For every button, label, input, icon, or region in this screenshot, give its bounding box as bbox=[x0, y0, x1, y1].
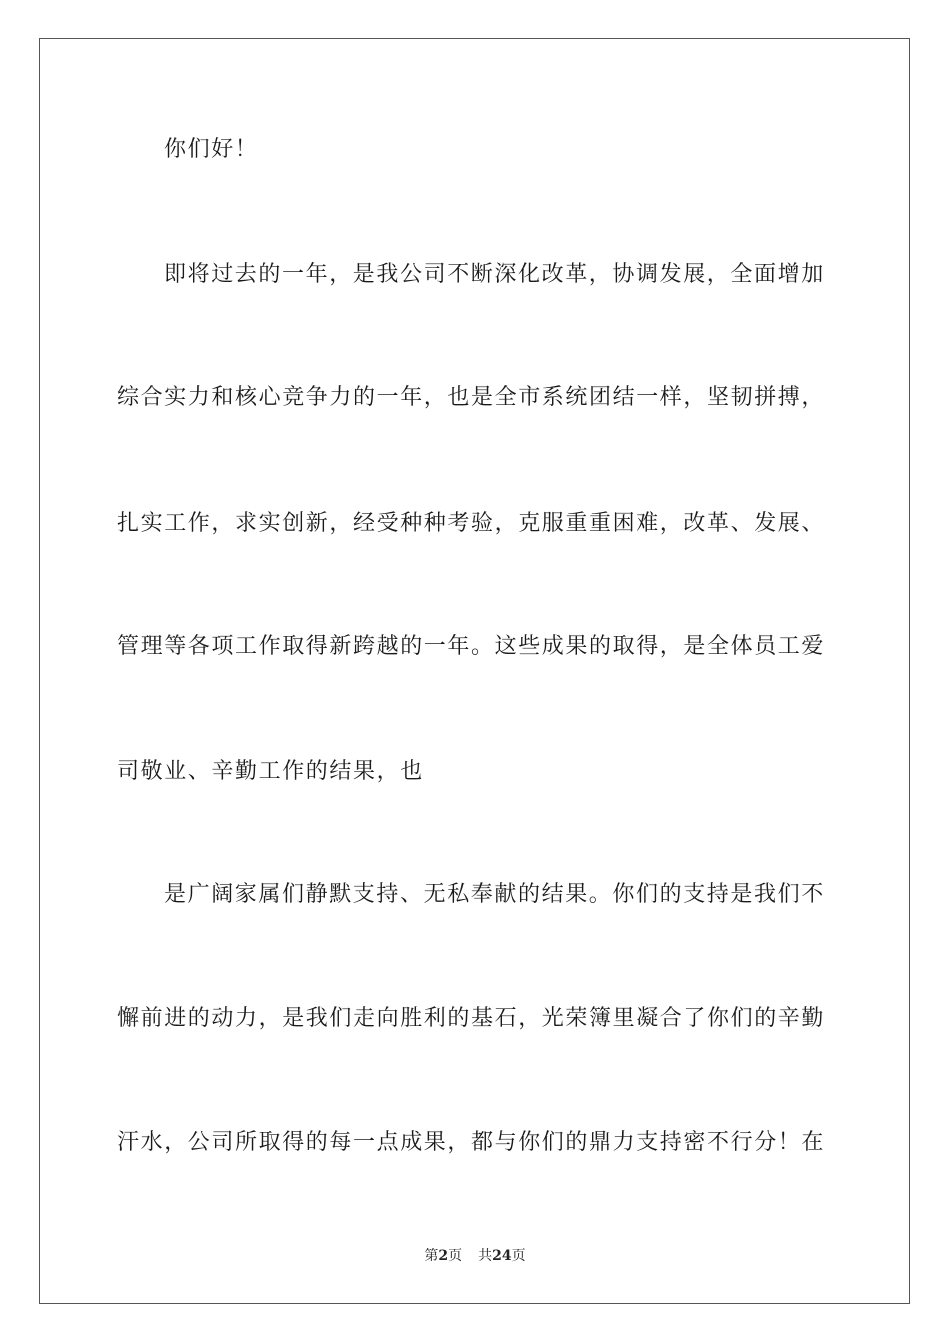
total-suffix: 页 bbox=[511, 1248, 526, 1264]
greeting-line: 你们好！ bbox=[164, 137, 259, 162]
paragraph-1-line-1: 即将过去的一年，是我公司不断深化改革，协调发展，全面增加 bbox=[164, 262, 825, 287]
page-footer bbox=[0, 1247, 950, 1265]
total-pages: 24 bbox=[492, 1248, 512, 1264]
paragraph-1-line-2: 综合实力和核心竞争力的一年，也是全市系统团结一样，坚韧拼搏， bbox=[117, 385, 826, 410]
total-prefix: 共 bbox=[478, 1248, 493, 1264]
paragraph-2-line-3: 汗水，公司所取得的每一点成果，都与你们的鼎力支持密不行分！在 bbox=[117, 1130, 826, 1155]
paragraph-1-line-4: 管理等各项工作取得新跨越的一年。这些成果的取得，是全体员工爱 bbox=[117, 634, 826, 659]
page-prefix: 第 bbox=[424, 1248, 439, 1264]
page-number: 2 bbox=[438, 1248, 449, 1264]
paragraph-1-line-3: 扎实工作，求实创新，经受种种考验，克服重重困难，改革、发展、 bbox=[117, 511, 826, 536]
paragraph-2-line-1: 是广阔家属们静默支持、无私奉献的结果。你们的支持是我们不 bbox=[164, 882, 825, 907]
page-frame bbox=[39, 38, 910, 1304]
page-suffix: 页 bbox=[448, 1248, 463, 1264]
paragraph-2-line-2: 懈前进的动力，是我们走向胜利的基石，光荣簿里凝合了你们的辛勤 bbox=[117, 1006, 826, 1031]
paragraph-1-line-5: 司敬业、辛勤工作的结果，也 bbox=[117, 759, 424, 784]
